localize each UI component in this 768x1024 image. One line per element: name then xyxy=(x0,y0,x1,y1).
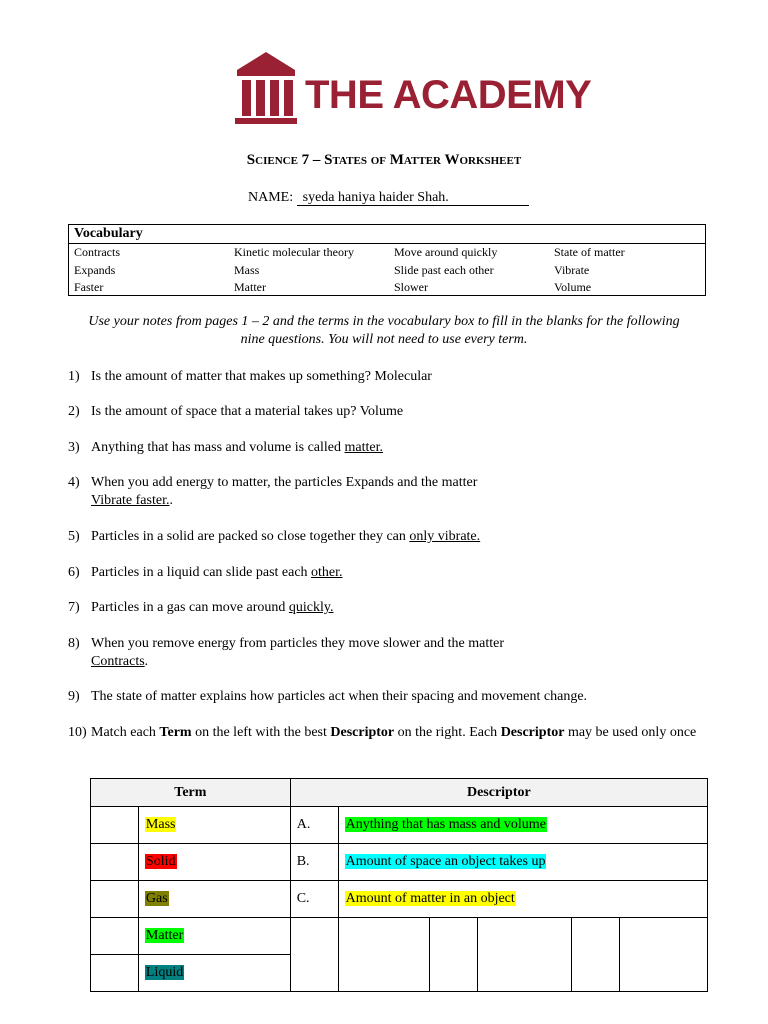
vocab-term: Move around quickly xyxy=(394,245,498,259)
vocab-term: Expands xyxy=(74,262,116,277)
answer-cell[interactable] xyxy=(91,955,139,992)
question-punct: . xyxy=(144,654,149,669)
question-text: The state of matter explains how particles act when their spacing and movement change. xyxy=(91,689,588,704)
question-number: 2) xyxy=(68,404,80,419)
question-text: When you remove energy from particles they move slower and the matter xyxy=(91,636,504,651)
term-label: Gas xyxy=(145,891,168,906)
descriptor-letter: A. xyxy=(290,807,338,844)
descriptor-letter: C. xyxy=(290,881,338,918)
descriptor-text: Anything that has mass and volume xyxy=(345,817,546,832)
name-label: NAME: xyxy=(248,190,294,205)
term-header: Term xyxy=(91,779,291,807)
question-3 xyxy=(68,439,698,457)
vocab-term: Matter xyxy=(234,280,266,294)
question-number: 4) xyxy=(68,475,80,490)
academy-logo xyxy=(233,50,591,128)
vocabulary-heading: Vocabulary xyxy=(69,225,705,244)
vocab-term: Kinetic molecular theory xyxy=(234,245,354,259)
question-punct: . xyxy=(169,493,173,508)
answer-cell[interactable] xyxy=(91,807,139,844)
descriptor-header: Descriptor xyxy=(290,779,707,807)
instructions: Use your notes from pages 1 – 2 and the terms in the vocabulary box to fill in the blanks for the following nine questions. You will not need to use every term. xyxy=(88,314,680,347)
question-number: 1) xyxy=(68,369,80,384)
descriptor-text: Amount of space an object takes up xyxy=(345,854,546,869)
vocab-term: Slower xyxy=(394,280,428,294)
vocab-term: Faster xyxy=(74,280,104,294)
building-icon xyxy=(233,50,299,128)
question-number: 6) xyxy=(68,565,80,580)
question-2 xyxy=(68,403,698,421)
name-line xyxy=(248,190,529,206)
empty-cell xyxy=(572,918,620,992)
question-number: 8) xyxy=(68,636,80,651)
term-label: Solid xyxy=(145,854,176,869)
answer-cell[interactable] xyxy=(91,918,139,955)
term-label: Matter xyxy=(145,928,184,943)
question-bold: Descriptor xyxy=(500,725,565,740)
logo-text: THE ACADEMY xyxy=(305,72,592,117)
question-bold: Term xyxy=(159,725,192,740)
vocabulary-box xyxy=(68,224,706,296)
descriptor-text: Amount of matter in an object xyxy=(345,891,515,906)
question-text: may be used only once xyxy=(564,725,697,740)
question-6 xyxy=(68,564,698,582)
answer-blank[interactable]: only vibrate. xyxy=(409,529,481,544)
answer-blank[interactable]: quickly. xyxy=(288,600,334,615)
descriptor-letter: B. xyxy=(290,844,338,881)
matching-table xyxy=(90,778,708,992)
question-text: Anything that has mass and volume is called xyxy=(91,440,345,455)
question-text: on the right. Each xyxy=(394,725,501,740)
term-label: Liquid xyxy=(145,965,184,980)
answer-blank[interactable]: Contracts xyxy=(91,654,145,669)
vocab-term: Volume xyxy=(554,280,592,294)
question-number: 7) xyxy=(68,600,80,615)
empty-cell xyxy=(290,918,338,992)
question-7 xyxy=(68,599,698,617)
question-number: 10) xyxy=(68,725,87,740)
question-text: on the left with the best xyxy=(191,725,331,740)
answer-cell[interactable] xyxy=(91,844,139,881)
question-9 xyxy=(68,688,698,706)
answer-blank[interactable]: Vibrate faster. xyxy=(91,493,170,508)
question-number: 5) xyxy=(68,529,80,544)
question-4 xyxy=(68,474,698,510)
question-number: 3) xyxy=(68,440,80,455)
question-text: Particles in a gas can move around xyxy=(91,600,289,615)
vocab-term: Mass xyxy=(234,262,260,277)
question-1 xyxy=(68,368,698,386)
question-text: Particles in a solid are packed so close together they can xyxy=(91,529,410,544)
question-text: Is the amount of matter that makes up something? Molecular xyxy=(91,369,432,384)
worksheet-title: Science 7 – States of Matter Worksheet xyxy=(246,152,522,168)
vocab-term: Contracts xyxy=(74,245,120,259)
question-text: When you add energy to matter, the particles Expands and the matter xyxy=(91,475,478,490)
question-bold: Descriptor xyxy=(330,725,395,740)
empty-cell xyxy=(338,918,430,992)
empty-cell xyxy=(430,918,478,992)
empty-cell xyxy=(478,918,572,992)
question-text: Particles in a liquid can slide past each xyxy=(91,565,312,580)
question-number: 9) xyxy=(68,689,80,704)
question-8 xyxy=(68,635,698,671)
vocab-term: Slide past each other xyxy=(394,262,494,277)
question-5 xyxy=(68,528,698,546)
answer-cell[interactable] xyxy=(91,881,139,918)
name-field[interactable]: syeda haniya haider Shah. xyxy=(297,190,529,206)
question-text: Is the amount of space that a material takes up? Volume xyxy=(91,404,404,419)
answer-blank[interactable]: other. xyxy=(311,565,343,580)
term-label: Mass xyxy=(145,817,176,832)
question-text: Match each xyxy=(91,725,160,740)
vocab-term: Vibrate xyxy=(554,262,590,277)
question-10 xyxy=(68,724,698,742)
empty-cell xyxy=(620,918,708,992)
answer-blank[interactable]: matter. xyxy=(344,440,384,455)
vocab-term: State of matter xyxy=(554,245,625,259)
